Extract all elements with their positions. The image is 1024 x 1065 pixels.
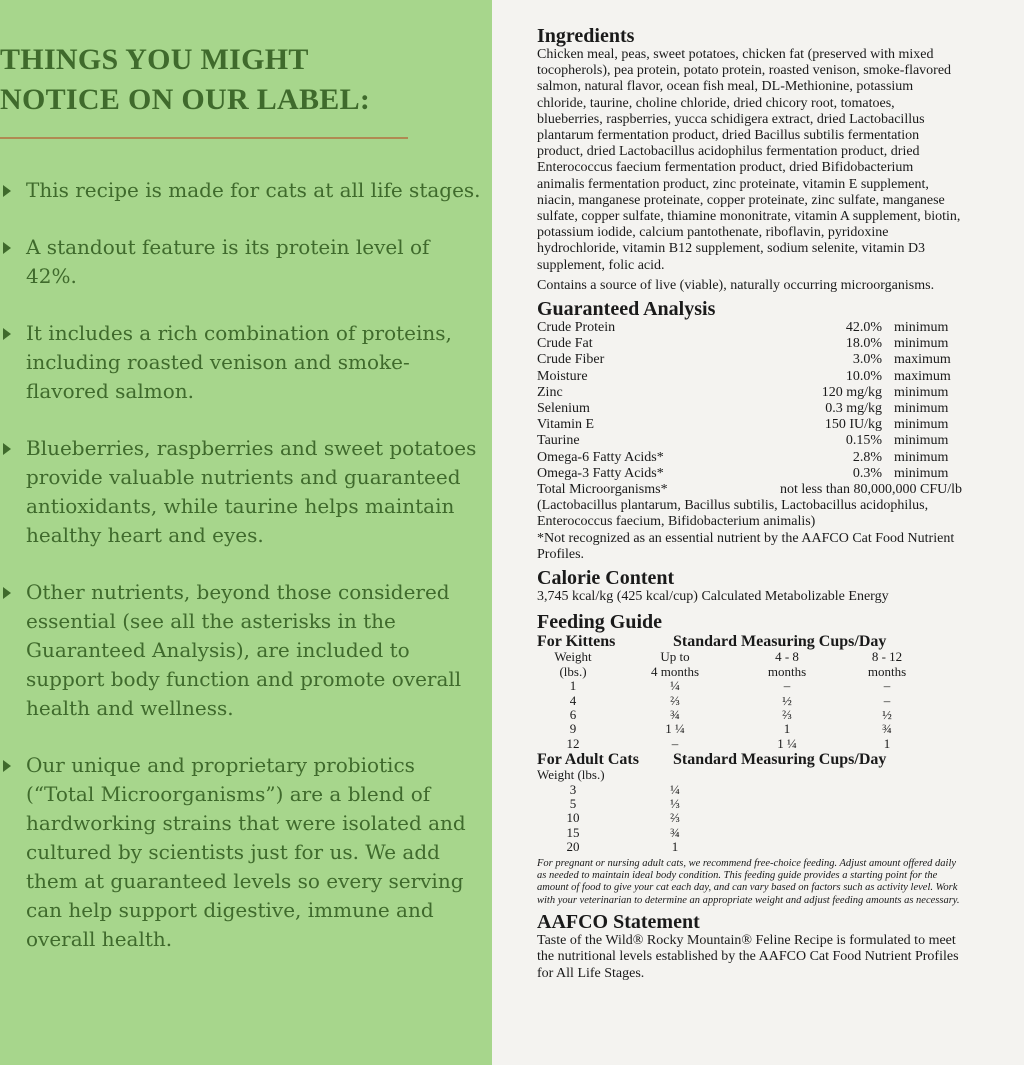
- table-cell: ¾: [882, 721, 892, 737]
- kitten-feeding-table: [537, 650, 962, 751]
- feeding-guide-title: Feeding Guide: [537, 611, 663, 634]
- table-cell: 1 ¼: [777, 735, 797, 751]
- table-header: months: [767, 663, 807, 679]
- table-cell: 1: [569, 678, 577, 694]
- table-row: [537, 336, 962, 352]
- table-row: [537, 482, 962, 498]
- nutrient-qualifier: minimum: [894, 384, 949, 400]
- table-cell: ¼: [670, 678, 680, 694]
- table-cell: 5: [569, 795, 577, 811]
- table-cell: 10: [566, 810, 580, 826]
- ingredients-text: Chicken meal, peas, sweet potatoes, chicken fat (preserved with mixed tocopherols), pea protein, potato protein, roasted venison, smoke-flavored salmon, natural flavor, ocean fish meal, DL-Methionine, potassium chloride, taurine, choline chloride, dried chicory root, tomatoes, blueberries, raspberries, yucca schidigera extract, dried Lactobacillus plantarum fermentation product, dried Bacillus subtilis fermentation product, dried Lactobacillus acidophilus fermentation product, dried Enterococcus faecium fermentation product, dried Bifidobacterium animalis fermentation product, zinc proteinate, vitamin E supplement, niacin, manganese proteinate, copper proteinate, zinc sulfate, manganese sulfate, copper sulfate, thiamine mononitrate, vitamin A supplement, biotin, potassium iodide, calcium pantothenate, riboflavin, pyridoxine hydrochloride, vitamin B12 supplement, sodium selenite, vitamin D3 supplement, folic acid.: [537, 47, 961, 273]
- table-cell: –: [671, 735, 679, 751]
- bullet-text: It includes a rich combination of proteins, including roasted venison and smoke-flavored salmon.: [26, 321, 452, 403]
- bullet-list: [0, 176, 486, 982]
- table-cell: –: [883, 678, 891, 694]
- microorganisms-note: Contains a source of live (viable), naturally occurring microorganisms.: [537, 277, 935, 293]
- nutrient-qualifier: maximum: [894, 368, 951, 384]
- nutrient-name: Crude Fat: [537, 336, 593, 352]
- aafco-title: AAFCO Statement: [537, 911, 700, 934]
- table-row: [537, 466, 962, 482]
- heading-line-2: NOTICE ON OUR LABEL:: [0, 83, 371, 116]
- nutrient-name: Moisture: [537, 368, 588, 384]
- guaranteed-analysis-title: Guaranteed Analysis: [537, 298, 716, 321]
- bullet-text: Our unique and proprietary probiotics (“Total Microorganisms”) are a blend of hardworking strains that were isolated and cultured by scientists just for us. We add them at guaranteed levels so every serving can help support digestive, immune and overall health.: [26, 753, 466, 951]
- table-header: 4 months: [650, 663, 700, 679]
- ga-footnote: *Not recognized as an essential nutrient by the AAFCO Cat Food Nutrient Profiles.: [537, 530, 955, 562]
- table-header: 4 - 8: [775, 649, 799, 665]
- table-cell: ¾: [670, 824, 680, 840]
- nutrient-value: 0.3%: [852, 465, 882, 481]
- table-row: [537, 450, 962, 466]
- table-cell: ½: [782, 692, 792, 708]
- bullet-item: [0, 233, 486, 291]
- bullet-item: [0, 434, 486, 550]
- triangle-bullet-icon: [3, 587, 11, 599]
- triangle-bullet-icon: [3, 760, 11, 772]
- table-row: [537, 385, 962, 401]
- table-row: [537, 320, 962, 336]
- nutrient-name: Taurine: [537, 433, 580, 449]
- triangle-bullet-icon: [3, 328, 11, 340]
- heading-line-1: THINGS YOU MIGHT: [0, 43, 309, 76]
- nutrient-value: 18.0%: [845, 336, 882, 352]
- table-cell: 4: [569, 692, 577, 708]
- adult-weight-label: Weight (lbs.): [537, 767, 605, 783]
- table-cell: –: [883, 692, 891, 708]
- nutrient-value: not less than 80,000,000 CFU/lb: [779, 482, 962, 498]
- triangle-bullet-icon: [3, 443, 11, 455]
- kittens-label: For Kittens: [537, 633, 616, 651]
- nutrient-name: Omega-6 Fatty Acids*: [537, 449, 664, 465]
- triangle-bullet-icon: [3, 185, 11, 197]
- calorie-text: 3,745 kcal/kg (425 kcal/cup) Calculated Metabolizable Energy: [537, 589, 889, 605]
- nutrient-value: 0.3 mg/kg: [825, 401, 882, 417]
- nutrient-name: Crude Protein: [537, 320, 616, 336]
- adult-label: For Adult Cats: [537, 751, 639, 769]
- nutrient-value: 10.0%: [845, 368, 882, 384]
- table-header: (lbs.): [559, 663, 587, 679]
- table-row: [537, 433, 962, 449]
- feeding-note: For pregnant or nursing adult cats, we recommend free-choice feeding. Adjust amount offered daily as needed to maintain ideal body condition. This feeding guide provides a starting point for the amount of food to give your cat each day, and can vary based on factors such as activity level. Work with your veterinarian to determine an appropriate weight and adjust feeding amounts as necessary.: [537, 857, 960, 906]
- table-row: [537, 352, 962, 368]
- adult-feeding-table: [537, 783, 962, 855]
- bullet-item: [0, 578, 486, 723]
- nutrient-qualifier: minimum: [894, 336, 949, 352]
- nutrient-name: Omega-3 Fatty Acids*: [537, 465, 664, 481]
- nutrient-value: 0.15%: [845, 433, 882, 449]
- table-row: [537, 401, 962, 417]
- label-content: [537, 25, 962, 982]
- cups-label: Standard Measuring Cups/Day: [673, 633, 887, 651]
- adult-cups-label: Standard Measuring Cups/Day: [673, 751, 887, 769]
- nutrient-qualifier: minimum: [894, 320, 949, 336]
- table-row: [537, 417, 962, 433]
- nutrient-qualifier: minimum: [894, 417, 949, 433]
- table-cell: ⅓: [670, 795, 680, 811]
- nutrient-name: Vitamin E: [537, 417, 595, 433]
- table-cell: –: [783, 678, 791, 694]
- nutrient-qualifier: minimum: [894, 401, 949, 417]
- nutrient-qualifier: minimum: [894, 449, 949, 465]
- aafco-text: Taste of the Wild® Rocky Mountain® Feline Recipe is formulated to meet the nutritional levels established by the AAFCO Cat Food Nutrient Profiles for All Life Stages.: [537, 933, 959, 981]
- table-cell: 1: [883, 735, 891, 751]
- nutrient-name: Selenium: [537, 401, 590, 417]
- nutrient-value: 120 mg/kg: [821, 384, 882, 400]
- bullet-text: Other nutrients, beyond those considered essential (see all the asterisks in the Guaranteed Analysis), are included to support body function and promote overall health and wellness.: [26, 580, 462, 720]
- nutrient-value: 3.0%: [852, 352, 882, 368]
- adult-heading: [537, 751, 962, 768]
- table-cell: ⅔: [670, 810, 680, 826]
- strains-list: (Lactobacillus plantarum, Bacillus subtilis, Lactobacillus acidophilus, Enterococcus faecium, Bifidobacterium animalis): [537, 498, 929, 530]
- left-panel: [0, 0, 492, 1065]
- bullet-text: Blueberries, raspberries and sweet potatoes provide valuable nutrients and guaranteed antioxidants, while taurine helps maintain healthy heart and eyes.: [26, 436, 477, 547]
- bullet-item: [0, 319, 486, 406]
- table-row: [537, 369, 962, 385]
- table-cell: 15: [566, 824, 580, 840]
- bullet-text: This recipe is made for cats at all life stages.: [26, 178, 481, 202]
- nutrient-name: Zinc: [537, 384, 563, 400]
- kittens-heading: [537, 633, 962, 650]
- nutrient-qualifier: minimum: [894, 465, 949, 481]
- table-cell: 1 ¼: [665, 721, 685, 737]
- table-header: months: [867, 663, 907, 679]
- table-cell: 12: [566, 735, 580, 751]
- label-heading: [0, 40, 470, 120]
- table-cell: 9: [569, 721, 577, 737]
- nutrient-qualifier: maximum: [894, 352, 951, 368]
- table-cell: ⅔: [782, 706, 792, 722]
- nutrient-value: 2.8%: [852, 449, 882, 465]
- table-header: 8 - 12: [871, 649, 903, 665]
- table-cell: ¾: [670, 706, 680, 722]
- nutrient-name: Crude Fiber: [537, 352, 605, 368]
- bullet-item: [0, 751, 486, 954]
- bullet-text: A standout feature is its protein level of 42%.: [26, 235, 430, 288]
- bullet-item: [0, 176, 486, 205]
- nutrient-qualifier: minimum: [894, 433, 949, 449]
- calorie-content-title: Calorie Content: [537, 567, 675, 590]
- table-cell: 3: [569, 781, 577, 797]
- table-cell: ⅔: [670, 692, 680, 708]
- table-header: Weight: [554, 649, 592, 665]
- nutrient-value: 42.0%: [845, 320, 882, 336]
- label-panel: [492, 0, 1024, 1065]
- guaranteed-analysis-table: [537, 320, 962, 498]
- table-cell: 1: [783, 721, 791, 737]
- table-cell: ¼: [670, 781, 680, 797]
- triangle-bullet-icon: [3, 242, 11, 254]
- table-cell: ½: [882, 706, 892, 722]
- table-header: Up to: [660, 649, 690, 665]
- nutrient-name: Total Microorganisms*: [537, 482, 668, 498]
- table-cell: 1: [671, 839, 679, 855]
- nutrient-value: 150 IU/kg: [824, 417, 882, 433]
- table-cell: 6: [569, 706, 577, 722]
- heading-divider: [0, 137, 408, 139]
- ingredients-title: Ingredients: [537, 25, 635, 47]
- table-cell: 20: [566, 839, 580, 855]
